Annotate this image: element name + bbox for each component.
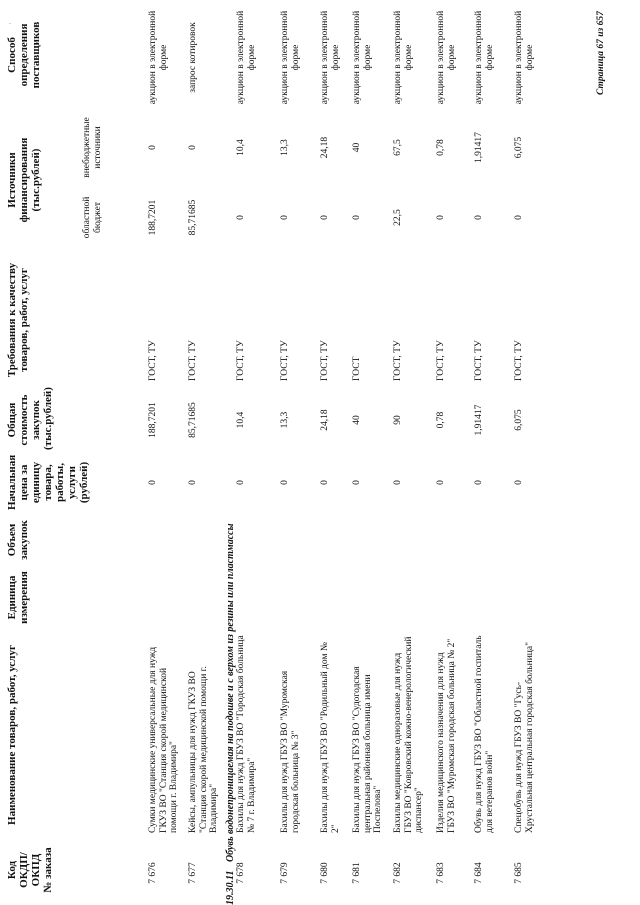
cell-cost: 6,075 [514,409,524,431]
cell-price: 0 [236,480,246,485]
cell-name: Бахилы для нужд ГБУЗ ВО "Родильный дом № 2" [320,642,341,833]
header-cost: Общая стоимость закупок (тыс.рублей) [6,387,54,450]
cell-price: 0 [320,480,330,485]
header-method: Способ определения поставщиков [6,21,42,89]
cell-budget: 0 [236,215,246,220]
cell-cost: 24,18 [320,409,330,431]
cell-code: 7 684 [474,862,484,884]
cell-code: 7 681 [352,862,362,884]
cell-extra: 40 [352,142,362,153]
cell-budget: 22,5 [393,209,403,226]
cell-method: аукцион в электронной форме [148,10,169,105]
cell-cost: 0,78 [436,411,446,429]
cell-req: ГОСТ, ТУ [280,340,290,381]
cell-req: ГОСТ, ТУ [474,340,484,381]
header-source-budget: областной бюджет [82,196,103,239]
cell-req: ГОСТ [352,356,362,381]
cell-budget: 188,7201 [148,199,158,236]
cell-extra: 67,5 [393,139,403,156]
cell-name: Изделия медицинского назначения для нужд ГБУЗ ВО "Муромская городская больница № 2" [436,638,457,833]
header-code: Код ОКДП/ ОКПД № заказа [6,847,54,893]
header-price: Начальная цена за единицу товара, работы, услуги (рублей) [6,454,90,510]
cell-req: ГОСТ, ТУ [236,340,246,381]
cell-cost: 10,4 [236,411,246,429]
cell-code: 7 683 [436,862,446,884]
cell-req: ГОСТ, ТУ [148,340,158,381]
header-requirements: Требования к качеству товаров, работ, услуг [6,262,30,378]
cell-method: аукцион в электронной форме [320,10,341,105]
cell-code: 7 685 [514,862,524,884]
cell-budget: 0 [352,215,362,220]
cell-name: Бахилы для нужд ГБУЗ ВО "Судогодская центральная районная больница имени Поспелова" [352,666,383,833]
cell-extra: 1,91417 [474,132,484,163]
header-sources: Источники финансирования (тыс.рублей) [6,137,42,223]
cell-extra: 0 [148,145,158,150]
cell-req: ГОСТ, ТУ [393,340,403,381]
cell-name: Сумки медицинские универсальные для нужд ГКУЗ ВО "Станция скорой медицинской помощи г. Владимира" [148,646,179,833]
cell-cost: 40 [352,415,362,425]
cell-req: ГОСТ, ТУ [320,340,330,381]
cell-cost: 1,91417 [474,404,484,436]
cell-method: аукцион в электронной форме [474,10,495,105]
cell-code: 7 677 [188,862,198,884]
cell-extra: 24,18 [320,136,330,159]
cell-price: 0 [352,480,362,485]
header-name: Наименование товаров, работ, услуг [6,645,18,825]
cell-extra: 6,075 [514,136,524,159]
cell-price: 0 [474,480,484,485]
header-unit: Единица измерения [6,571,30,624]
cell-extra: 13,3 [280,139,290,156]
cell-budget: 0 [436,215,446,220]
section-title: Обувь водонепроницаемая на подошве и с верхом из резины или пластмассы [225,523,236,863]
cell-name: Бахилы медицинские одноразовые для нужд ГБУЗ ВО "Ковровский кожно-венерологический диспансер" [393,636,424,833]
cell-method: аукцион в электронной форме [280,10,301,105]
cell-price: 0 [436,480,446,485]
cell-cost: 13,3 [280,411,290,429]
cell-name: Бахилы для нужд ГБУЗ ВО "Городская больница № 7 г. Владимира" [236,635,257,833]
cell-method: аукцион в электронной форме [514,10,535,105]
cell-method: аукцион в электронной форме [393,10,414,105]
cell-budget: 0 [280,215,290,220]
cell-name: Спецобувь для нужд ГБУЗ ВО "Гусь-Хрустальная центральная городская больница" [514,642,535,833]
cell-name: Обувь для нужд ГБУЗ ВО "Областной госпиталь для ветеранов войн" [474,635,495,833]
cell-extra: 0,78 [436,139,446,156]
cell-budget: 85,71685 [188,199,198,236]
cell-method: аукцион в электронной форме [436,10,457,105]
section-code: 19.30.11 [225,870,236,905]
cell-cost: 188,7201 [148,402,158,438]
cell-method: запрос котировок [188,22,198,93]
cell-method: аукцион в электронной форме [236,10,257,105]
cell-req: ГОСТ, ТУ [188,340,198,381]
header-volume: Объем закупок [6,520,30,560]
scan-speck: · [6,22,15,25]
cell-price: 0 [514,480,524,485]
cell-price: 0 [280,480,290,485]
cell-req: ГОСТ, ТУ [436,340,446,381]
page-footer: Страница 67 из 657 [596,11,606,95]
cell-budget: 0 [320,215,330,220]
cell-code: 7 678 [236,862,246,884]
cell-budget: 0 [514,215,524,220]
cell-extra: 10,4 [236,139,246,156]
section-header [225,523,236,905]
cell-req: ГОСТ, ТУ [514,340,524,381]
cell-code: 7 676 [148,862,158,884]
cell-budget: 0 [474,215,484,220]
cell-extra: 0 [188,145,198,150]
cell-cost: 90 [393,415,403,425]
cell-price: 0 [148,480,158,485]
cell-code: 7 682 [393,862,403,884]
cell-code: 7 680 [320,862,330,884]
header-source-extra: внебюджетные источники [82,117,103,178]
cell-name: Кейсы, ампульницы для нужд ГКУЗ ВО "Станция скорой медицинской помощи г. Владимира" [188,666,219,833]
cell-method: аукцион в электронной форме [352,10,373,105]
cell-price: 0 [188,480,198,485]
cell-price: 0 [393,480,403,485]
cell-name: Бахилы для нужд ГБУЗ ВО "Муромская городская больница № 3" [280,670,301,833]
cell-code: 7 679 [280,862,290,884]
cell-cost: 85,71685 [188,402,198,438]
